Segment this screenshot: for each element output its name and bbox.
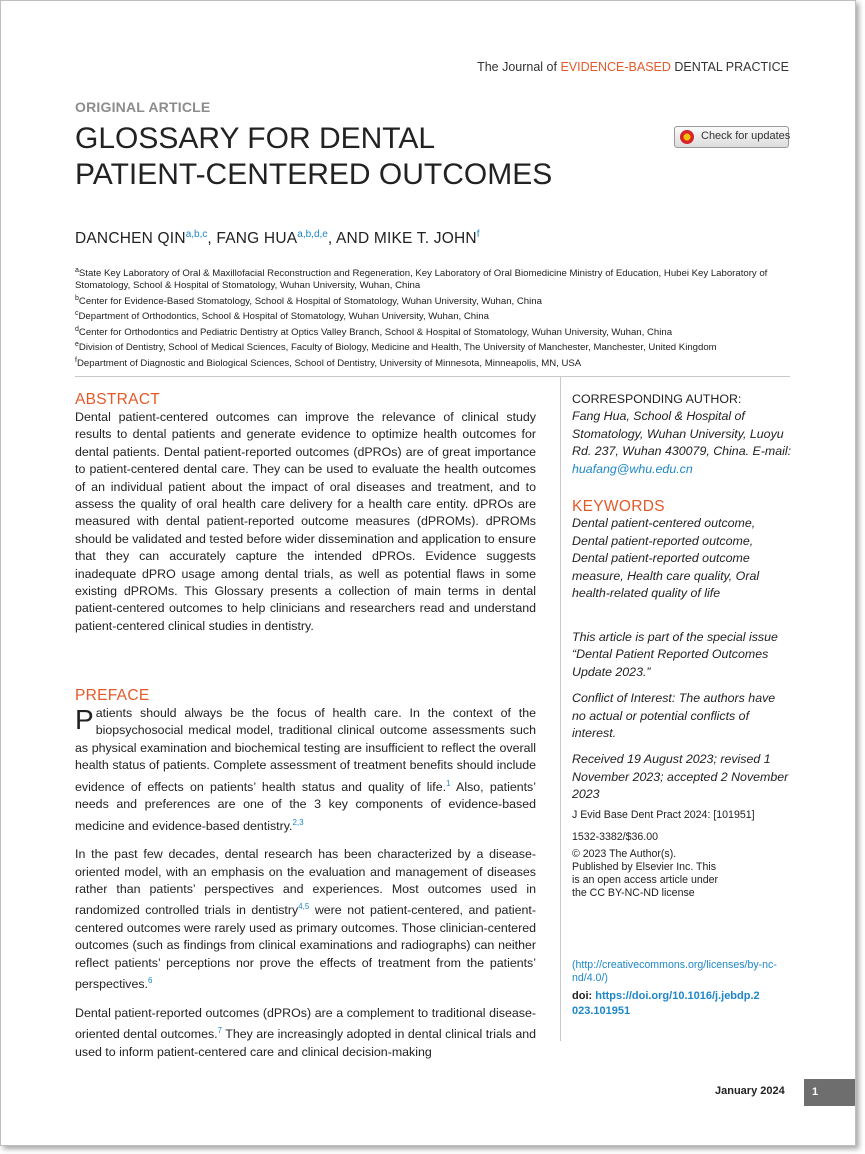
author-affiliation-marks[interactable]: a,b,c [185, 229, 208, 240]
abstract-text: Dental patient-centered outcomes can improve the relevance of clinical study results to dental patients and generate evidence to optimize health outcomes for dental patients. Dental patient-reported outcomes (dPROs) are of great importance to patient-centered dental care. They can be used to evaluate the health outcomes of an individual patient about the impact of oral diseases and treatment, and to assess the quality of oral health care delivery for a health care entity. dPROs are measured with dental patient-reported outcome measures (dPROMs). dPROMs should be validated and tested before wider dissemination and application to ensure that they can accurately capture the intended dPROs. Evidence suggests inadequate dPRO usage among dental trials, as well as potential flaws in some existing dPROMs. This Glossary presents a collection of main terms in dental patient-centered outcomes to help clinicians and researchers read and understand patient-centered clinical studies in dentistry. [75, 410, 536, 633]
author-affiliation-marks[interactable]: f [476, 229, 480, 240]
affiliation-item: $^a$State Key Laboratory of Oral & Maxillofacial Reconstruction and Regeneration, Key Laboratory of Oral Biomedicine Ministry of Education, Hubei Key Laboratory of Stomatology, School & Hospital of Stomatology, Wuhan University, Wuhan, China [75, 267, 768, 292]
journal-name: The Journal of EVIDENCE-BASED DENTAL PRACTICE [477, 60, 789, 74]
corresponding-details: Fang Hua, School & Hospital of Stomatology, Wuhan University, Luoyu Rd. 237, Wuhan 430079, China. E-mail: huafang@whu.edu.cn [572, 409, 792, 476]
doi-block [572, 989, 762, 1019]
crossmark-icon [680, 130, 694, 144]
affiliation-item: $^e$Division of Dentistry, School of Medical Sciences, Faculty of Biology, Medicine and Health, The University of Manchester, Manchester, United Kingdom [75, 341, 717, 354]
license-url[interactable]: (http://creativecommons.org/licenses/by-nc-nd/4.0/) [572, 959, 777, 984]
special-issue-note: This article is part of the special issue “Dental Patient Reported Outcomes Update 2023.” [572, 630, 778, 679]
author-name: FANG HUA [216, 230, 298, 248]
keywords-text: Dental patient-centered outcome, Dental patient-reported outcome, Dental patient-reported outcome measure, Health care quality, Oral health-related quality of life [572, 516, 760, 601]
title-line-2: PATIENT-CENTERED OUTCOMES [75, 158, 553, 191]
page-number: 1 [812, 1086, 819, 1098]
citation-ref[interactable]: 6 [148, 976, 153, 986]
doi-link[interactable]: https://doi.org/10.1016/j.jebdp.2023.101951 [572, 990, 760, 1017]
email-link[interactable]: huafang@whu.edu.cn [572, 461, 693, 476]
title-line-1: GLOSSARY FOR DENTAL [75, 122, 436, 155]
issue-date: January 2024 [715, 1085, 785, 1097]
abstract-heading: ABSTRACT [75, 391, 161, 408]
conflict-note: Conflict of Interest: The authors have no actual or potential conflicts of interest. [572, 691, 776, 741]
article-title [75, 121, 575, 193]
keywords-heading: KEYWORDS [572, 498, 665, 515]
affiliation-item: $^c$Department of Orthodontics, School & Hospital of Stomatology, Wuhan University, Wuhan, China [75, 310, 489, 323]
article-notes [572, 629, 792, 804]
corresponding-author [572, 391, 792, 478]
author-affiliation-marks[interactable]: a,b,d,e [297, 229, 328, 240]
received-dates: Received 19 August 2023; revised 1 November 2023; accepted 2 November 2023 [572, 752, 789, 802]
author-name: DANCHEN QIN [75, 230, 186, 248]
paragraph: Dental patient-reported outcomes (dPROs) are a complement to traditional disease-oriented dental outcomes.$^7$ They are increasingly adopted in dental clinical trials and used to inform patient-centered care and clinical decision-making [75, 1005, 536, 1059]
paragraph: Patients should always be the focus of health care. In the context of the biopsychosocial medical model, traditional clinical outcome assessments such as physical examination and biochemical testing are insufficient to reflect the overall health status of patients. Complete assessment of treatment benefits should include evidence of effects on patients’ health status and quality of life.$^1$ Also, patients’ needs and preferences are one of the 3 key components of evidence-based medicine and evidence-based dentistry.$^{2,3}$ [75, 704, 536, 833]
publication-info [572, 809, 792, 853]
citation-ref[interactable]: 1 [446, 778, 451, 788]
keywords-section [572, 498, 792, 602]
check-for-updates-button[interactable] [674, 126, 789, 148]
column-divider [560, 376, 561, 1041]
license-url-block [572, 959, 790, 985]
paragraph: In the past few decades, dental research has been characterized by a disease-oriented model, with an emphasis on the evaluation and management of diseases rather than patients’ perspectives and experiences. Most outcomes used in randomized controlled trials in dentistry$^{4,5}$ were not patient-centered, and patient-centered outcomes were rarely used as primary outcomes. Those clinician-centered outcomes (such as findings from clinical examinations and radiographs) can neither reflect patients’ perceptions nor prove the effects of treatment from the patients’ perspectives.$^6$ [75, 847, 536, 992]
page-number-box [804, 1079, 856, 1106]
affiliation-item: $^b$Center for Evidence-Based Stomatology, School & Hospital of Stomatology, Wuhan University, Wuhan, China [75, 294, 542, 307]
author-name: MIKE T. JOHN [373, 230, 477, 248]
citation-ref[interactable]: 2,3 [292, 817, 304, 827]
section-label: ORIGINAL ARTICLE [75, 99, 211, 115]
preface-heading: PREFACE [75, 687, 150, 704]
license-text: © 2023 The Author(s). Published by Elsevier Inc. This is an open access article under the CC BY-NC-ND license [572, 848, 719, 899]
license-info [572, 848, 722, 900]
header-divider [75, 376, 790, 377]
citation-ref[interactable]: 7 [217, 1026, 223, 1035]
preface-body [75, 705, 536, 1061]
doi-label: doi: [572, 990, 596, 1002]
corresponding-label: CORRESPONDING AUTHOR: [572, 392, 742, 406]
citation-ref[interactable]: 4,5 [298, 902, 310, 912]
affiliation-item: $^f$Department of Diagnostic and Biological Sciences, School of Dentistry, University of Minnesota, Minneapolis, MN, USA [75, 356, 582, 369]
affiliations [75, 265, 790, 370]
author-list: DANCHEN QIN$^{a,b,c}$, FANG HUA$^{a,b,d,e}$, AND MIKE T. JOHN$^f$ [75, 229, 480, 248]
check-for-updates-label: Check for updates [701, 130, 791, 142]
issn: 1532-3382/$36.00 [572, 831, 659, 843]
affiliation-item: $^d$Center for Orthodontics and Pediatric Dentistry at Optics Valley Branch, School & Hospital of Stomatology, Wuhan University, Wuhan, China [75, 325, 673, 338]
abstract-section [75, 391, 536, 635]
drop-cap: P [75, 704, 94, 735]
preface-section [75, 687, 536, 1072]
citation: J Evid Base Dent Pract 2024: [101951] [572, 809, 755, 821]
